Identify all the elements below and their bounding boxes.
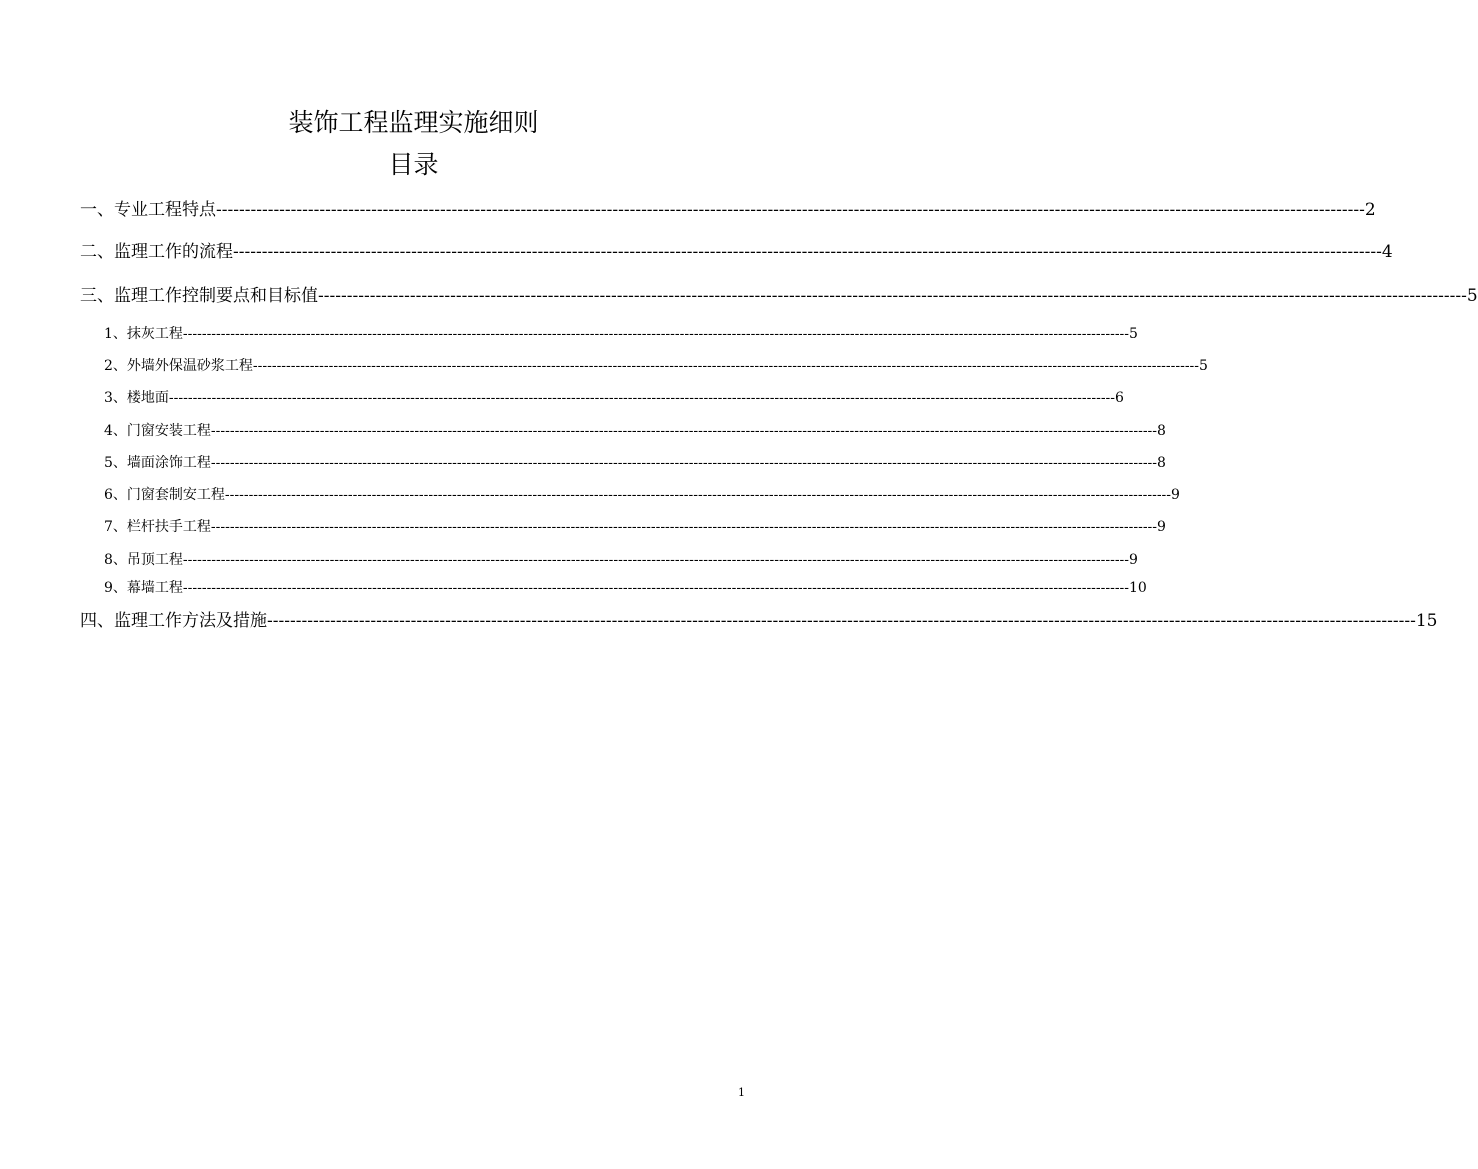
dot-leader: -------------------------------------------------------------------------------------------------------------------------------------------------------------------------------------------------------- [210,519,1158,535]
page-number: 1 [738,1086,745,1099]
toc-entry-page: 5 [1466,286,1478,306]
dot-leader: -------------------------------------------------------------------------------------------------------------------------------------------------------------------------------------------------------- [252,358,1200,374]
toc-subentry-page: 8 [1157,455,1166,471]
toc-subentry[interactable] [104,453,1166,473]
toc-subentry-label: 4、门窗安装工程 [104,423,211,439]
dot-leader: -------------------------------------------------------------------------------------------------------------------------------------------------------------------------------------------------------- [210,455,1158,471]
toc-subentry-label: 6、门窗套制安工程 [104,487,225,503]
toc-subentry[interactable] [104,485,1180,505]
toc-subentry-page: 9 [1171,487,1180,503]
dot-leader: -------------------------------------------------------------------------------------------------------------------------------------------------------------------------------------------------------- [182,552,1130,568]
toc-subentry-page: 9 [1157,519,1166,535]
toc-subentry-page: 8 [1157,423,1166,439]
toc-subentry-page: 5 [1199,358,1208,374]
toc-entry-page: 4 [1381,242,1393,262]
dot-leader: -------------------------------------------------------------------------------------------------------------------------------------------------------------------------------------------------------- [224,487,1172,503]
dot-leader: -------------------------------------------------------------------------------------------------------------------------------------------------------------------------------------------------------- [233,242,1382,262]
toc-subentry-page: 9 [1129,552,1138,568]
toc-entry[interactable] [80,285,1478,307]
dot-leader: -------------------------------------------------------------------------------------------------------------------------------------------------------------------------------------------------------- [210,423,1158,439]
toc-subentry[interactable] [104,324,1138,344]
toc-subentry-label: 3、楼地面 [104,390,169,406]
toc-entry-page: 15 [1415,611,1438,631]
dot-leader: -------------------------------------------------------------------------------------------------------------------------------------------------------------------------------------------------------- [318,286,1467,306]
toc-subentry[interactable] [104,578,1147,598]
toc-subentry[interactable] [104,356,1208,376]
toc-entry[interactable] [80,241,1393,263]
dot-leader: -------------------------------------------------------------------------------------------------------------------------------------------------------------------------------------------------------- [216,200,1365,220]
toc-subentry-label: 8、吊顶工程 [104,552,183,568]
toc-subentry[interactable] [104,421,1166,441]
toc-subentry-label: 7、栏杆扶手工程 [104,519,211,535]
toc-entry-label: 一、专业工程特点 [80,200,216,220]
toc-subentry[interactable] [104,388,1124,408]
toc-subentry-page: 6 [1115,390,1124,406]
toc-subentry-page: 10 [1129,580,1147,596]
toc-subentry-label: 9、幕墙工程 [104,580,183,596]
toc-heading: 目录 [388,150,439,179]
toc-subentry[interactable] [104,517,1166,537]
toc-entry-label: 三、监理工作控制要点和目标值 [80,286,318,306]
dot-leader: -------------------------------------------------------------------------------------------------------------------------------------------------------------------------------------------------------- [182,326,1130,342]
dot-leader: -------------------------------------------------------------------------------------------------------------------------------------------------------------------------------------------------------- [182,580,1130,596]
toc-entry-label: 四、监理工作方法及措施 [80,611,267,631]
toc-entry[interactable] [80,199,1376,221]
dot-leader: -------------------------------------------------------------------------------------------------------------------------------------------------------------------------------------------------------- [267,611,1416,631]
toc-subentry-label: 1、抹灰工程 [104,326,183,342]
dot-leader: -------------------------------------------------------------------------------------------------------------------------------------------------------------------------------------------------------- [168,390,1116,406]
toc-subentry-label: 2、外墙外保温砂浆工程 [104,358,253,374]
toc-entry-page: 2 [1364,200,1376,220]
toc-entry-label: 二、监理工作的流程 [80,242,233,262]
toc-subentry-label: 5、墙面涂饰工程 [104,455,211,471]
toc-subentry-page: 5 [1129,326,1138,342]
document-title: 装饰工程监理实施细则 [288,108,539,137]
toc-entry[interactable] [80,610,1438,632]
toc-subentry[interactable] [104,550,1138,570]
